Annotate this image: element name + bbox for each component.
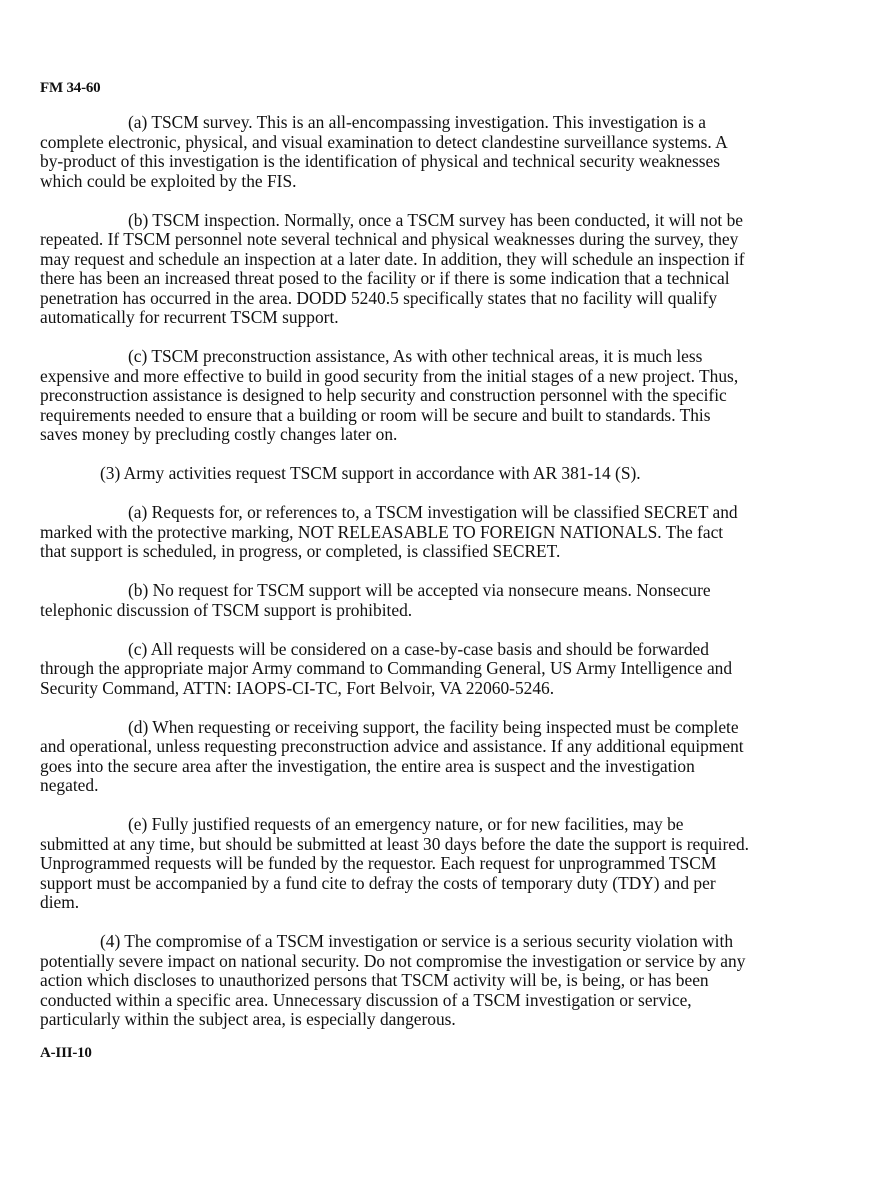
document-body <box>40 113 752 1049</box>
paragraph-compromise: (4) The compromise of a TSCM investigation or service is a serious security violation with potentially severe impact on national security. Do not compromise the investigation or service by any action which discloses to unauthorized persons that TSCM activity will be, is being, or has been conducted within a specific area. Unnecessary discussion of a TSCM investigation or service, particularly within the subject area, is especially dangerous. <box>40 931 746 1029</box>
page-header: FM 34-60 <box>40 80 101 96</box>
paragraph-army-request: (3) Army activities request TSCM support in accordance with AR 381-14 (S). <box>100 463 641 483</box>
paragraph-tscm-survey: (a) TSCM survey. This is an all-encompassing investigation. This investigation is a complete electronic, physical, and visual examination to detect clandestine surveillance systems. A by-product of this investigation is the identification of physical and technical security weaknesses which could be exploited by the FIS. <box>40 112 727 191</box>
paragraph-nonsecure-requests: (b) No request for TSCM support will be accepted via nonsecure means. Nonsecure telephonic discussion of TSCM support is prohibited. <box>40 580 711 620</box>
paragraph-facility-readiness: (d) When requesting or receiving support, the facility being inspected must be complete and operational, unless requesting preconstruction advice and assistance. If any additional equipment goes into the secure area after the investigation, the entire area is suspect and the investigation negated. <box>40 716 744 795</box>
paragraph-emergency-requests: (e) Fully justified requests of an emergency nature, or for new facilities, may be submitted at any time, but should be submitted at least 30 days before the date the support is required. Unprogrammed requests will be funded by the requestor. Each request for unprogrammed TSCM support must be accompanied by a fund cite to defray the costs of temporary duty (TDY) and per diem. <box>40 814 749 912</box>
paragraph-request-classification: (a) Requests for, or references to, a TSCM investigation will be classified SECRET and marked with the protective marking, NOT RELEASABLE TO FOREIGN NATIONALS. The fact that support is scheduled, in progress, or completed, is classified SECRET. <box>40 502 738 561</box>
paragraph-tscm-preconstruction: (c) TSCM preconstruction assistance, As with other technical areas, it is much less expensive and more effective to build in good security from the initial stages of a new project. Thus, preconstruction assistance is designed to help security and construction personnel with the specific requirements needed to ensure that a building or room will be secure and built to standards. This saves money by precluding costly changes later on. <box>40 346 739 444</box>
paragraph-tscm-inspection: (b) TSCM inspection. Normally, once a TSCM survey has been conducted, it will not be repeated. If TSCM personnel note several technical and physical weaknesses during the survey, they may request and schedule an inspection at a later date. In addition, they will schedule an inspection if there has been an increased threat posed to the facility or if there is some indication that a technical penetration has occurred in the area. DODD 5240.5 specifically states that no facility will qualify automatically for recurrent TSCM support. <box>40 209 745 327</box>
paragraph-request-routing: (c) All requests will be considered on a case-by-case basis and should be forwarded through the appropriate major Army command to Commanding General, US Army Intelligence and Security Command, ATTN: IAOPS-CI-TC, Fort Belvoir, VA 22060-5246. <box>40 638 733 698</box>
page-footer: A-III-10 <box>40 1045 92 1061</box>
